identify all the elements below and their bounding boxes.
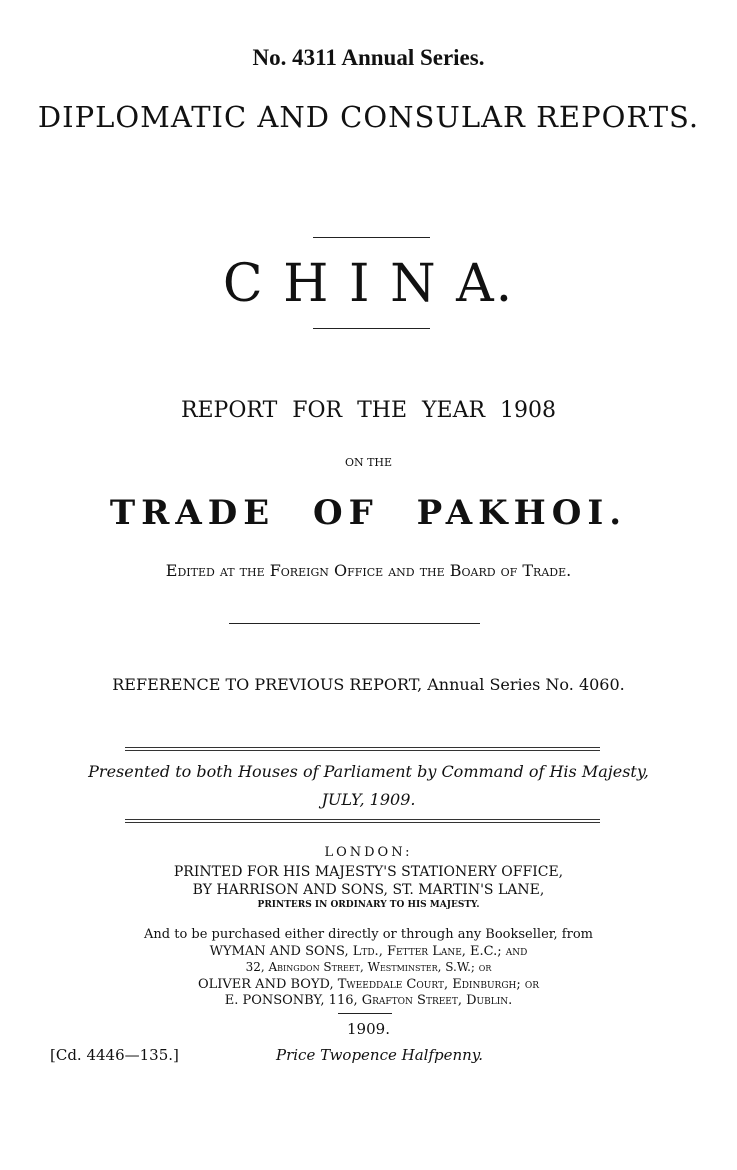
- imprint-printer: BY HARRISON AND SONS, ST. MARTIN'S LANE,: [192, 882, 545, 898]
- imprint-seller: E. PONSONBY, 116, Grafton Street, Dublin.: [224, 993, 513, 1008]
- imprint-seller: WYMAN AND SONS, Ltd., Fetter Lane, E.C.; and: [209, 944, 528, 959]
- divider: [338, 1013, 392, 1014]
- report-connector: ON THE: [344, 456, 393, 469]
- presentation-date: JULY, 1909.: [321, 790, 416, 809]
- divider: [229, 623, 480, 624]
- country-title: C H I N A.: [222, 254, 515, 314]
- report-title: REPORT FOR THE YEAR 1908: [180, 398, 557, 423]
- edited-by: Edited at the Foreign Office and the Board of Trade.: [165, 561, 572, 580]
- previous-report-reference: REFERENCE TO PREVIOUS REPORT, Annual Series No. 4060.: [112, 675, 625, 694]
- double-rule: [125, 819, 600, 823]
- imprint-printer-title: PRINTERS IN ORDINARY TO HIS MAJESTY.: [257, 900, 480, 910]
- double-rule: [125, 747, 600, 751]
- imprint-seller: 32, Abingdon Street, Westminster, S.W.; or: [245, 960, 492, 974]
- imprint-purchase: And to be purchased either directly or through any Bookseller, from: [144, 927, 593, 942]
- report-subject: TRADE OF PAKHOI.: [109, 493, 628, 533]
- command-paper-number: [Cd. 4446—135.]: [50, 1046, 179, 1064]
- imprint-year: 1909.: [347, 1020, 390, 1038]
- divider: [313, 328, 430, 329]
- collection-title: DIPLOMATIC AND CONSULAR REPORTS.: [37, 100, 700, 134]
- divider: [313, 237, 430, 238]
- presentation-line: Presented to both Houses of Parliament by Command of His Majesty,: [88, 762, 649, 781]
- imprint-printed-for: PRINTED FOR HIS MAJESTY'S STATIONERY OFFICE,: [173, 864, 564, 880]
- price: Price Twopence Halfpenny.: [276, 1046, 484, 1064]
- series-number: No. 4311 Annual Series.: [252, 45, 485, 70]
- imprint-city: LONDON:: [324, 845, 413, 860]
- imprint-seller: OLIVER AND BOYD, Tweeddale Court, Edinburgh; or: [197, 977, 540, 992]
